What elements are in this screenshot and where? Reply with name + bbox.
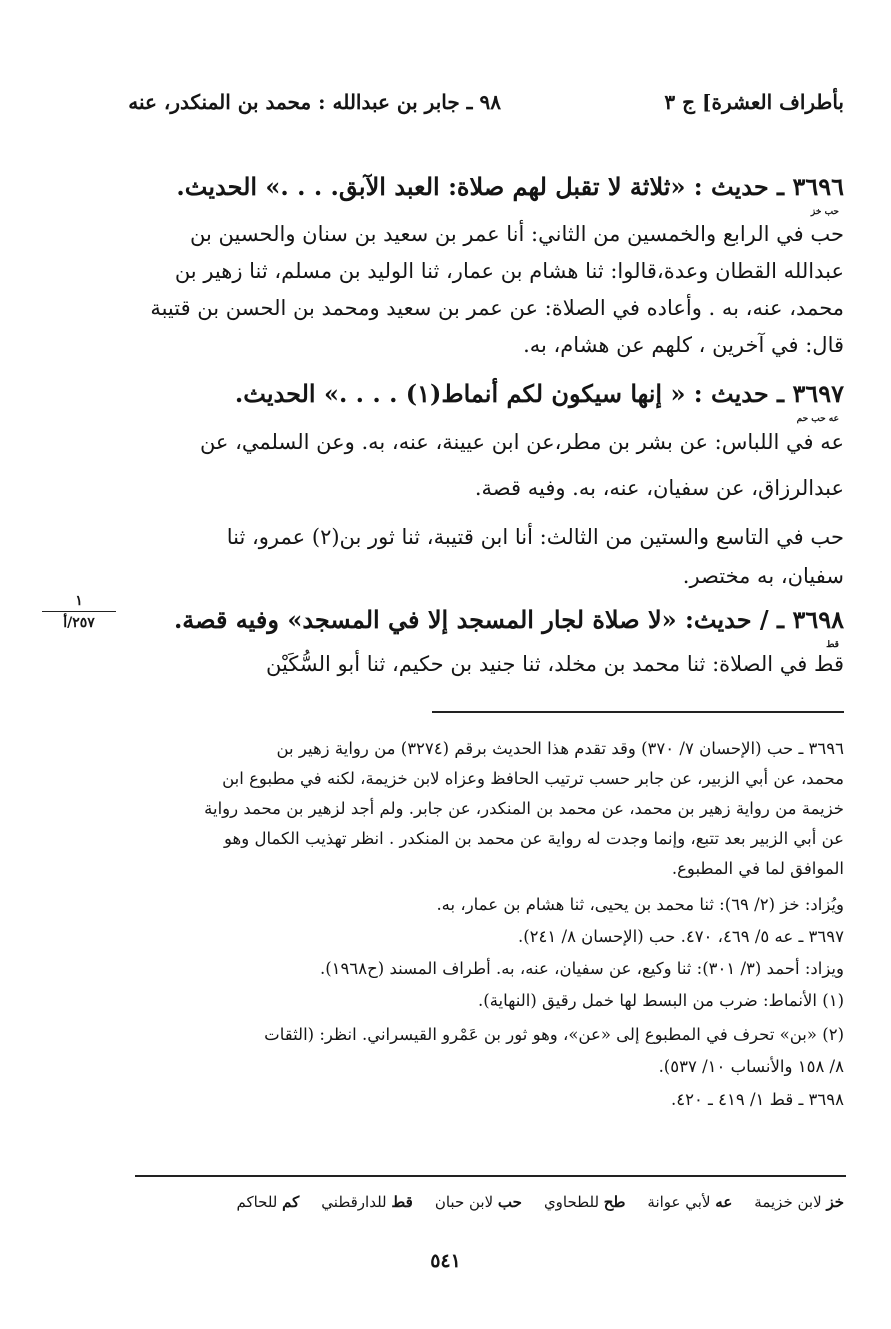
entry-title: ٣٦٩٨ ـ / حديث: «لا صلاة لجار المسجد إلا في المسجد» وفيه قصة. [173, 605, 844, 634]
footnote-line: ٣٦٩٨ ـ قط ١/ ٤١٩ ـ ٤٢٠. [670, 1090, 844, 1109]
footnote-line: ٣٦٩٦ ـ حب (الإحسان ٧/ ٣٧٠) وقد تقدم هذا الحديث برقم (٣٢٧٤) من رواية زهير بن [276, 739, 844, 758]
entry-line: حب في الرابع والخمسين من الثاني: أنا عمر بن سعيد بن سنان والحسين بن [189, 222, 844, 246]
footnote-separator [432, 711, 844, 713]
margin-note-rule [42, 611, 116, 612]
abbreviation-item: حب لابن حبان [434, 1193, 522, 1211]
running-header-right: بأطراف العشرة] ج ٣ [664, 90, 844, 114]
abbreviations-separator [135, 1175, 846, 1177]
entry-line: محمد، عنه، به . وأعاده في الصلاة: عن عمر بن سعيد ومحمد بن الحسن بن قتيبة [150, 296, 844, 320]
footnote-line: الموافق لما في المطبوع. [671, 859, 844, 878]
margin-note-top: ١ [75, 593, 83, 609]
entry-title: ٣٦٩٦ ـ حديث : «ثلاثة لا تقبل لهم صلاة: العبد الآبق. . . .» الحديث. [176, 172, 844, 201]
entry-title: ٣٦٩٧ ـ حديث : « إنها سيكون لكم أنماط(١) . . . .» الحديث. [234, 379, 844, 408]
footnote-line: ويُزاد: خز (٢/ ٦٩): ثنا محمد بن يحيى، ثنا هشام بن عمار، به. [436, 895, 844, 914]
footnote-line: ٨/ ١٥٨ والأنساب ١٠/ ٥٣٧). [658, 1057, 844, 1076]
footnote-line: ويزاد: أحمد (٣/ ٣٠١): ثنا وكيع، عن سفيان، عنه، به. أطراف المسند (ح١٩٦٨). [319, 959, 844, 978]
footnote-line: ٣٦٩٧ ـ عه ٥/ ٤٦٩، ٤٧٠. حب (الإحسان ٨/ ٢٤١). [517, 927, 844, 946]
footnote-line: (١) الأنماط: ضرب من البسط لها خمل رقيق (النهاية). [478, 991, 844, 1010]
footnote-line: خزيمة من رواية زهير بن محمد، عن محمد بن المنكدر، عن جابر. ولم أجد لزهير بن محمد رواية [204, 799, 844, 818]
page-number: ٥٤١ [430, 1250, 461, 1272]
abbreviation-item: طح للطحاوي [543, 1193, 626, 1211]
margin-note [42, 593, 116, 631]
footnote-line: محمد، عن أبي الزبير، عن جابر حسب ترتيب الحافظ وعزاه لابن خزيمة، لكنه في مطبوع ابن [222, 769, 844, 788]
entry-line: عه في اللباس: عن بشر بن مطر،عن ابن عيينة، عنه، به. وعن السلمي، عن [199, 430, 844, 454]
source-marker: قط [826, 640, 839, 650]
source-marker: عه حب حم [796, 414, 839, 424]
entry-line: سفيان، به مختصر. [682, 564, 844, 588]
abbreviation-item: عه لأبي عوانة [647, 1193, 733, 1211]
entry-line: حب في التاسع والستين من الثالث: أنا ابن قتيبة، ثنا ثور بن(٢) عمرو، ثنا [226, 525, 844, 549]
abbreviation-item: خز لابن خزيمة [754, 1193, 844, 1211]
running-header-left: ٩٨ ـ جابر بن عبدالله : محمد بن المنكدر، عنه [128, 90, 501, 114]
footnote-line: (٢) «بن» تحرف في المطبوع إلى «عن»، وهو ثور بن عَمْرو القيسراني. انظر: (الثقات [264, 1025, 844, 1044]
abbreviation-key [236, 1193, 844, 1211]
entry-line: قط في الصلاة: ثنا محمد بن مخلد، ثنا جنيد بن حكيم، ثنا أبو السُّكَيْن [265, 652, 844, 676]
margin-note-bottom: ٢٥٧/أ [63, 615, 95, 631]
footnote-line: عن أبي الزبير بعد تتبع، وإنما وجدت له رواية عن محمد بن المنكدر . انظر تهذيب الكمال وهو [224, 829, 844, 848]
entry-line: عبدالرزاق، عن سفيان، عنه، به. وفيه قصة. [474, 476, 844, 500]
entry-line: قال: في آخرين ، كلهم عن هشام، به. [523, 333, 844, 357]
abbreviation-item: قط للدارقطني [321, 1193, 413, 1211]
source-marker: حب خز [810, 207, 839, 217]
entry-line: عبدالله القطان وعدة،قالوا: ثنا هشام بن عمار، ثنا الوليد بن مسلم، ثنا زهير بن [174, 259, 844, 283]
abbreviation-item: كم للحاكم [236, 1193, 300, 1211]
